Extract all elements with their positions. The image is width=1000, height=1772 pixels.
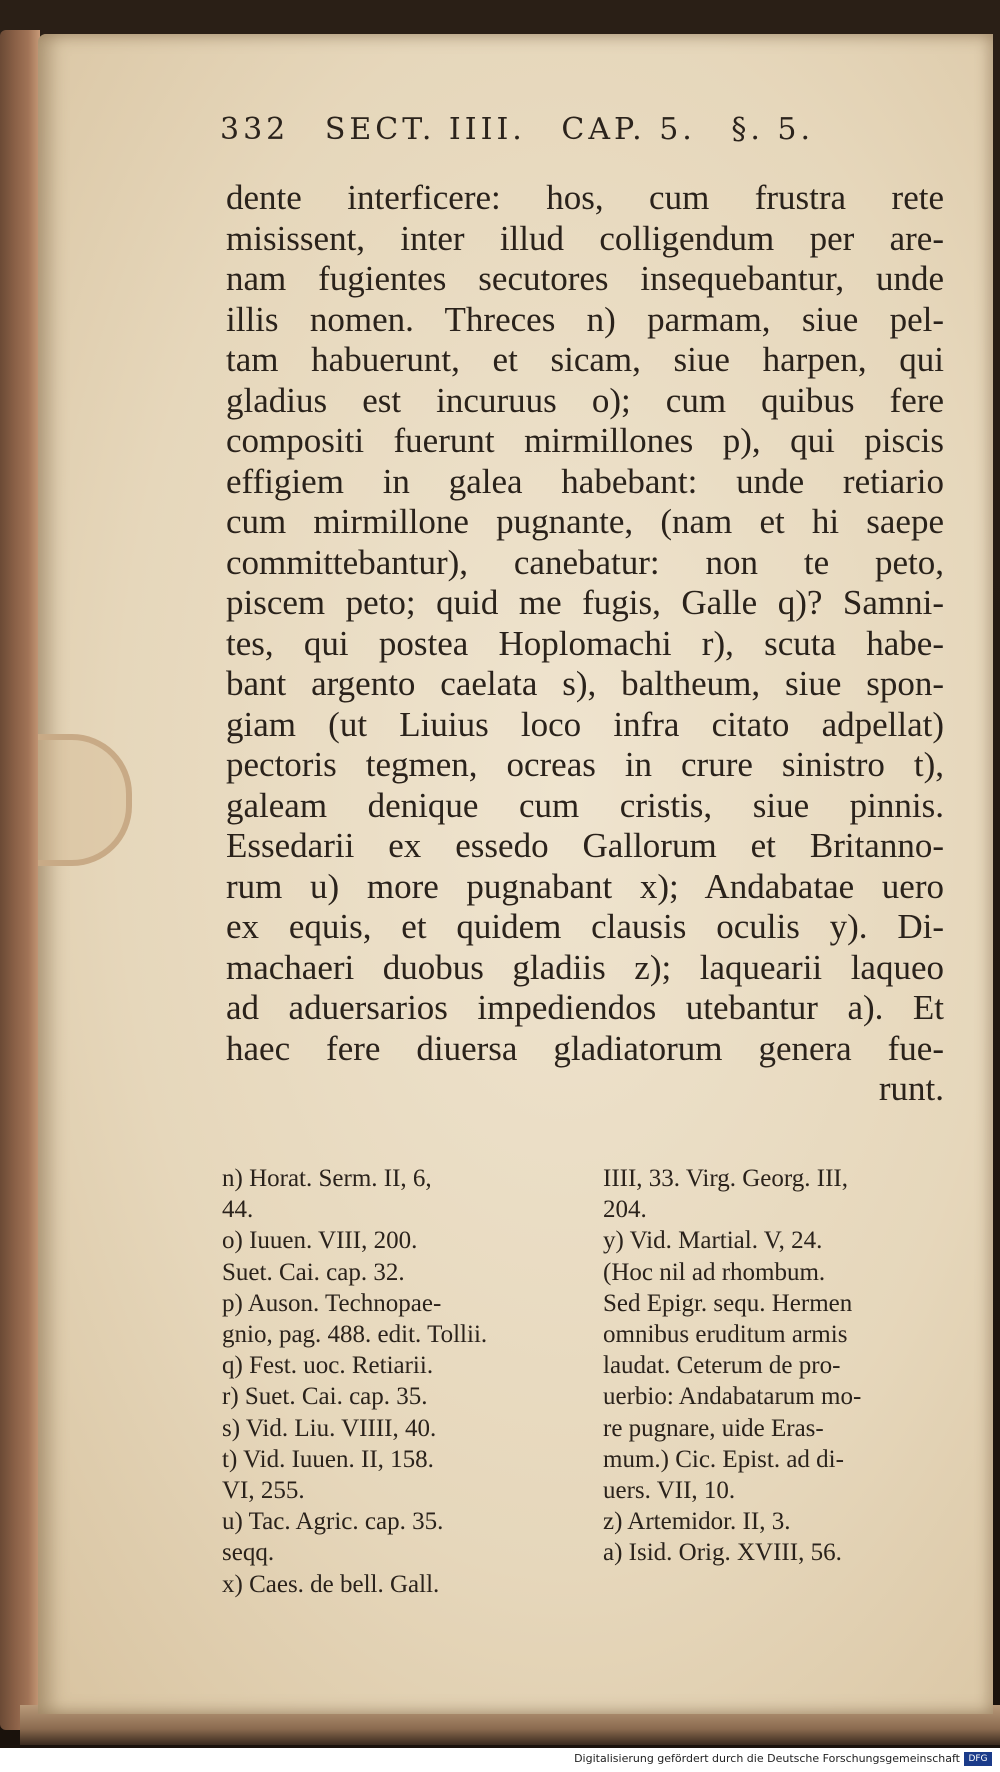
text-line: runt.	[878, 1069, 944, 1108]
text-line: tes, qui postea Hoplomachi r), scuta habe-	[226, 623, 944, 663]
text-line: gladius est incuruus o); cum quibus fere	[226, 380, 944, 420]
footnote-line: t) Vid. Iuuen. II, 158.	[222, 1445, 434, 1473]
text-line: tam habuerunt, et sicam, siue harpen, qui	[226, 340, 944, 379]
digitization-credit: Digitalisierung gefördert durch die Deutsche Forschungsgemeinschaft	[574, 1752, 960, 1765]
text-line: machaeri duobus gladiis z); laquearii laqueo	[226, 947, 944, 987]
footnote-line: z) Artemidor. II, 3.	[603, 1508, 791, 1536]
footnote-line: IIII, 33. Virg. Georg. III,	[603, 1165, 848, 1192]
footnote-line: gnio, pag. 488. edit. Tollii.	[222, 1321, 488, 1349]
text-line: compositi fuerunt mirmillones p), qui piscis	[226, 421, 944, 460]
footnote-line: u) Tac. Agric. cap. 35.	[222, 1508, 444, 1536]
footnote-line: (Hoc nil ad rhombum.	[603, 1258, 826, 1286]
footnote-line: q) Fest. uoc. Retiarii.	[222, 1352, 434, 1380]
footnote-line: a) Isid. Orig. XVIII, 56.	[603, 1539, 842, 1567]
text-line: rum u) more pugnabant x); Andabatae uero	[226, 866, 944, 906]
footnote-line: p) Auson. Technopae-	[222, 1289, 442, 1317]
footnote-line: Sed Epigr. sequ. Hermen	[603, 1289, 853, 1317]
text-line: haec fere diuersa gladiatorum genera fue-	[226, 1028, 944, 1068]
footnote-line: 44.	[222, 1196, 254, 1224]
footnote-line: seqq.	[222, 1539, 275, 1567]
section-label: SECT. IIII.	[324, 112, 526, 147]
footnote-line: n) Horat. Serm. II, 6,	[222, 1165, 432, 1192]
running-header	[220, 112, 920, 147]
text-line: nam fugientes secutores insequebantur, unde	[226, 259, 944, 298]
text-line: bant argento caelata s), baltheum, siue spon-	[226, 664, 944, 703]
footnotes-left-column	[222, 1163, 577, 1600]
text-line: misissent, inter illud colligendum per are-	[226, 218, 944, 258]
text-line: giam (ut Liuius loco infra citato adpellat)	[226, 704, 944, 744]
footnote-line: r) Suet. Cai. cap. 35.	[222, 1383, 428, 1411]
footnote-line: mum.) Cic. Epist. ad di-	[603, 1445, 844, 1473]
dfg-logo: DFG	[964, 1752, 992, 1766]
main-text-block	[226, 178, 944, 1110]
text-line: pectoris tegmen, ocreas in crure sinistro t),	[226, 745, 944, 784]
text-line: illis nomen. Threces n) parmam, siue pel-	[226, 299, 944, 339]
footnote-line: o) Iuuen. VIII, 200.	[222, 1227, 418, 1255]
book-edge-left	[0, 30, 40, 1730]
footnotes-right-column	[603, 1163, 943, 1569]
footnote-line: s) Vid. Liu. VIIII, 40.	[222, 1414, 437, 1442]
page-clip	[38, 734, 132, 866]
footnote-line: x) Caes. de bell. Gall.	[222, 1570, 440, 1598]
chapter-label: CAP. 5.	[561, 112, 696, 147]
text-line: piscem peto; quid me fugis, Galle q)? Samni-	[226, 583, 944, 622]
page-number: 332	[220, 112, 290, 147]
text-line: Essedarii ex essedo Gallorum et Britanno-	[226, 826, 944, 865]
footnote-line: uers. VII, 10.	[603, 1477, 736, 1505]
text-line: effigiem in galea habebant: unde retiario	[226, 461, 944, 501]
text-line: galeam denique cum cristis, siue pinnis.	[226, 785, 944, 825]
footnote-line: y) Vid. Martial. V, 24.	[603, 1227, 823, 1255]
footnote-line: laudat. Ceterum de pro-	[603, 1352, 841, 1380]
footnote-line: Suet. Cai. cap. 32.	[222, 1258, 405, 1286]
text-line: ad aduersarios impediendos utebantur a). Et	[226, 988, 944, 1027]
footnote-line: VI, 255.	[222, 1477, 305, 1505]
text-line: committebantur), canebatur: non te peto,	[226, 542, 944, 582]
text-line: dente interficere: hos, cum frustra rete	[226, 178, 944, 217]
text-line: cum mirmillone pugnante, (nam et hi saepe	[226, 502, 944, 541]
footnote-line: omnibus eruditum armis	[603, 1321, 848, 1349]
footnote-line: 204.	[603, 1196, 647, 1224]
text-line: ex equis, et quidem clausis oculis y). Di-	[226, 907, 944, 946]
footnote-line: re pugnare, uide Eras-	[603, 1414, 824, 1442]
paragraph-label: §. 5.	[731, 112, 815, 147]
footnote-line: uerbio: Andabatarum mo-	[603, 1383, 862, 1411]
